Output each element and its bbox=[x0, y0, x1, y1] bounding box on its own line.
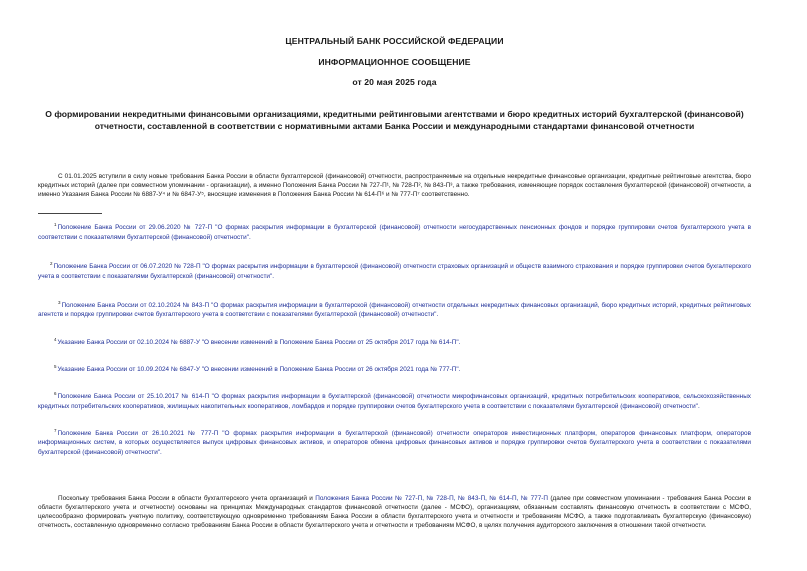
footnote-number: 5 bbox=[54, 363, 57, 369]
footnote-6 bbox=[38, 389, 751, 411]
footnote-number: 6 bbox=[54, 391, 57, 397]
footnote-2 bbox=[38, 259, 751, 281]
footnote-number: 2 bbox=[50, 261, 53, 267]
footnote-number: 1 bbox=[54, 222, 57, 227]
footnote-7 bbox=[38, 426, 751, 458]
footnote-link[interactable]: Указание Банка России от 02.10.2024 № 6887-У "О внесении изменений в Положение Банка России от 25 октября 2017 года № 614-П". bbox=[57, 339, 461, 347]
footnote-1 bbox=[38, 220, 751, 242]
footnote-link[interactable]: Положение Банка России от 06.07.2020 № 728-П "О формах раскрытия информации в бухгалтерской (финансовой) отчетности страховых организаций и обществ взаимного страхования и порядке группировки счетов бухгалтерского учета в соответствии с показателями бухгалтерской (финансовой) отчетности". bbox=[38, 263, 751, 281]
footnote-5 bbox=[38, 362, 751, 375]
footnote-separator bbox=[38, 213, 102, 214]
body-text-start: Поскольку требования Банка России в области бухгалтерского учета организаций и bbox=[58, 494, 316, 502]
footnote-link[interactable]: Указание Банка России от 10.09.2024 № 6847-У "О внесении изменений в Положение Банка России от 26 октября 2021 года № 777-П". bbox=[57, 365, 461, 373]
document-type-heading: ИНФОРМАЦИОННОЕ СООБЩЕНИЕ bbox=[318, 57, 471, 67]
issuer-heading: ЦЕНТРАЛЬНЫЙ БАНК РОССИЙСКОЙ ФЕДЕРАЦИИ bbox=[285, 36, 504, 46]
footnote-link[interactable]: Положение Банка России от 29.06.2020 № 727-П "О формах раскрытия информации в бухгалтерской (финансовой) отчетности негосударственных пенсионных фондов и порядке группировки счетов бухгалтерского учета в соответствии с показателями бухгалтерской (финансовой) отчетности". bbox=[38, 224, 751, 241]
footnote-number: 3 bbox=[58, 299, 61, 305]
document-title: О формировании некредитными финансовыми организациями, кредитными рейтинговыми агентствами и бюро кредитных историй бухгалтерской (финансовой) отчетности, составленной в соответствии с нормативными актами Банка России и международными стандартами финансовой отчетности bbox=[45, 109, 744, 131]
document-date: от 20 мая 2025 года bbox=[352, 77, 437, 87]
body-text-end: (далее при совместном упоминании - требования Банка России в области бухгалтерского учета и отчетности) основаны на принципах Международных стандартов финансовой отчетности (далее - МСФО), организациям, обязанным составлять финансовую отчетность в соответствии с МСФО, целесообразно формировать учетную политику, соответствующую одновременно требованиям Банка России в области бухгалтерского учета и отчетности и требованиям МСФО, а также подготавливать бухгалтерскую (финансовую) отчетность, составленную одновременно согласно требованиям Банка России в области бухгалтерского учета и отчетности и требованиям МСФО, в целях получения аудиторского заключения в отношении такой отчетности. bbox=[38, 494, 751, 529]
footnote-4 bbox=[38, 335, 751, 348]
footnote-link[interactable]: Положение Банка России от 26.10.2021 № 777-П "О формах раскрытия информации в бухгалтерской (финансовой) отчетности операторов инвестиционных платформ, операторов финансовых платформ, операторов информационных систем, в которых осуществляется выпуск цифровых финансовых активов, и операторов обмена цифровых финансовых активов и порядке группировки счетов бухгалтерского учета в соответствии с показателями бухгалтерской (финансовой) отчетности". bbox=[38, 429, 751, 456]
footnote-number: 4 bbox=[54, 336, 57, 342]
footnote-3 bbox=[38, 298, 751, 320]
footnote-link[interactable]: Положение Банка России от 02.10.2024 № 843-П "О формах раскрытия информации в бухгалтерской (финансовой) отчетности отдельных некредитных финансовых организаций, бюро кредитных историй, кредитных рейтинговых агентств и порядке группировки счетов бухгалтерского учета в соответствии с показателями бухгалтерской (финансовой) отчетности". bbox=[38, 301, 751, 319]
footnote-number: 7 bbox=[54, 427, 57, 433]
intro-paragraph: С 01.01.2025 вступили в силу новые требования Банка России в области бухгалтерской (финансовой) отчетности, распространяемые на отдельные некредитные финансовые организации, кредитные рейтинговые агентства, бюро кредитных историй (далее при совместном упоминании - организации), а именно Положения Банка России № 727-П¹, № 728-П², № 843-П³, а также требования, изменяющие порядок составления бухгалтерской (финансовой) отчетности, а именно Указания Банка России № 6887-У⁴ и № 6847-У⁵, вносящие изменения в Положения Банка России № 614-П⁶ и № 777-П⁷ соответственно. bbox=[38, 173, 751, 198]
body-paragraph bbox=[38, 494, 751, 530]
footnote-link[interactable]: Положение Банка России от 25.10.2017 № 614-П "О формах раскрытия информации в бухгалтерской (финансовой) отчетности микрофинансовых организаций, кредитных потребительских кооперативов, сельскохозяйственных кредитных потребительских кооперативов, жилищных накопительных кооперативов, ломбардов и порядке группировки счетов бухгалтерского учета в соответствии с показателями бухгалтерской (финансовой) отчетности". bbox=[38, 393, 751, 411]
regulations-link[interactable]: Положения Банка России № 727-П, № 728-П, № 843-П, № 614-П, № 777-П bbox=[315, 494, 548, 502]
